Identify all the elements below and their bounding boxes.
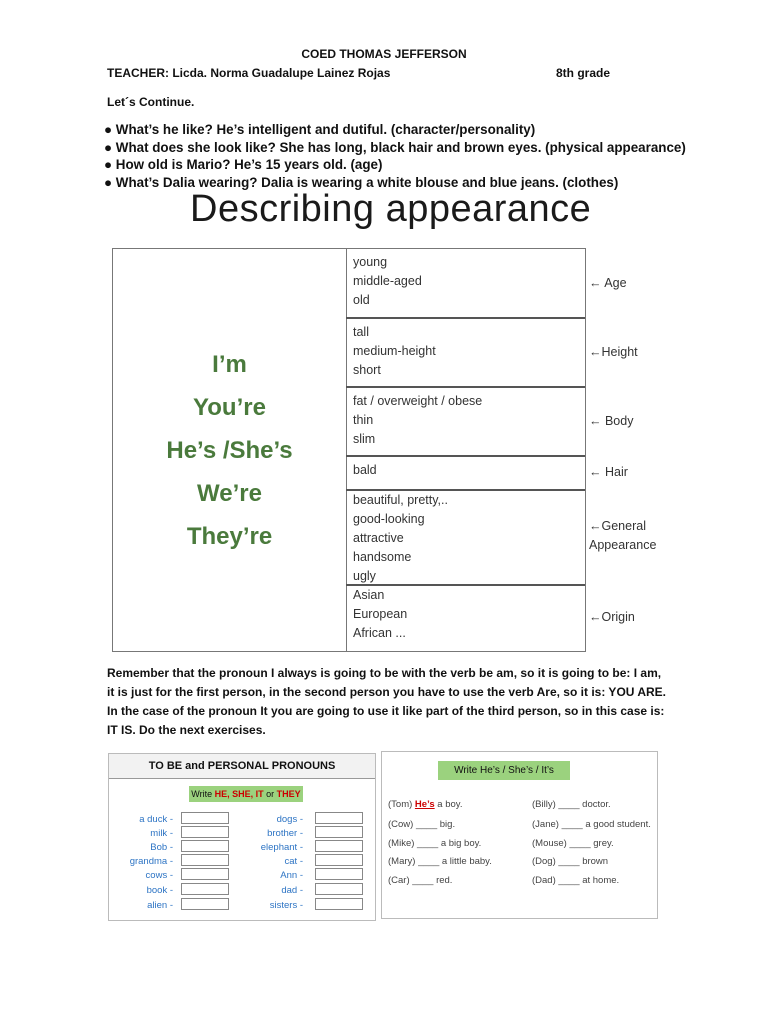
category-general: ←General Appearance (589, 519, 657, 552)
word: middle-aged (353, 274, 422, 288)
answer-box[interactable] (315, 840, 363, 852)
exercise-item: Ann - (280, 870, 303, 881)
grade-label: 8th grade (556, 66, 611, 80)
pronoun: I’m (212, 350, 247, 378)
exercise-instruction: Write HE, SHE, IT or THEY (189, 786, 303, 802)
exercise-item: cows - (145, 870, 173, 881)
word: bald (353, 463, 377, 477)
answer-box[interactable] (181, 812, 229, 824)
word: ugly (353, 569, 376, 583)
pronoun: We’re (197, 479, 262, 507)
word: slim (353, 432, 376, 446)
height-cell (346, 319, 585, 388)
answer-box[interactable] (315, 868, 363, 880)
exercise-item: brother - (267, 828, 303, 839)
exercise-item: alien - (147, 900, 173, 911)
word: medium-height (353, 344, 436, 358)
exercise-item: cat - (284, 856, 303, 867)
word: tall (353, 325, 369, 339)
exercise-header: TO BE and PERSONAL PRONOUNS (109, 754, 375, 779)
exercise-item: sisters - (269, 900, 303, 911)
pronoun-column (113, 249, 347, 651)
word: old (353, 293, 370, 307)
word: Asian (353, 588, 385, 602)
exercise-item: book - (146, 885, 173, 896)
pronoun: They’re (186, 522, 273, 550)
sentence: (Billy) ____ doctor. (532, 799, 611, 810)
sentence: (Car) ____ red. (388, 875, 453, 886)
answer-box[interactable] (181, 826, 229, 838)
sentence: (Cow) ____ big. (388, 819, 456, 830)
word: good-looking (353, 512, 425, 526)
word: short (353, 363, 381, 377)
age-cell (346, 249, 585, 319)
word: thin (353, 413, 374, 427)
word: handsome (353, 550, 412, 564)
category-body: ← Body (589, 414, 634, 428)
answer-box[interactable] (315, 854, 363, 866)
pronoun: He’s /She’s (166, 436, 293, 464)
bullet-item: ● What does she look like? She has long, black hair and brown eyes. (physical appearance) (104, 139, 686, 155)
exercise-item: dad - (281, 885, 303, 896)
hair-cell (346, 457, 585, 491)
word: European (353, 607, 408, 621)
exercise-hes-shes-its (381, 751, 658, 919)
exercise-instruction: Write He’s / She’s / It’s (438, 761, 570, 780)
exercise-item: grandma - (129, 856, 173, 867)
answer-box[interactable] (315, 883, 363, 895)
exercise-item: a duck - (139, 814, 173, 825)
answer-box[interactable] (315, 898, 363, 910)
bullet-item: ● What’s Dalia wearing? Dalia is wearing a white blouse and blue jeans. (clothes) (104, 174, 619, 190)
grammar-explanation: Remember that the pronoun I always is going to be with the verb be am, so it is going to be: I am, it is just for the first person, in the second person you have to use the verb Are, so it is: YOU ARE. In the case of the pronoun It you are going to use it like part of the third person, so in this case is: IT IS. Do the next exercises. (107, 666, 666, 737)
bullet-item: ● What’s he like? He’s intelligent and dutiful. (character/personality) (104, 122, 536, 137)
sentence: (Mike) ____ a big boy. (388, 838, 482, 849)
origin-cell (346, 586, 585, 652)
sentence: (Mouse) ____ grey. (532, 838, 614, 849)
answer-box[interactable] (181, 868, 229, 880)
bullet-item: ● How old is Mario? He’s 15 years old. (age) (104, 157, 383, 172)
sentence: (Tom) He’s a boy. (388, 799, 463, 810)
school-name: COED THOMAS JEFFERSON (301, 47, 467, 61)
answer-box[interactable] (181, 898, 229, 910)
word: attractive (353, 531, 404, 545)
intro-text: Let´s Continue. (107, 95, 195, 109)
appearance-table (112, 248, 586, 652)
answer-box[interactable] (315, 812, 363, 824)
answer-box[interactable] (315, 826, 363, 838)
answer-box[interactable] (181, 840, 229, 852)
exercise-item: dogs - (276, 814, 303, 825)
answer-box[interactable] (181, 854, 229, 866)
example-questions (104, 121, 686, 191)
general-appearance-cell (346, 491, 585, 586)
word: African ... (353, 626, 406, 640)
answer-box[interactable] (181, 883, 229, 895)
category-height: ←Height (589, 345, 638, 359)
sentence: (Dog) ____ brown (532, 856, 609, 867)
exercise-item: elephant - (260, 842, 303, 853)
sentence: (Mary) ____ a little baby. (388, 856, 492, 867)
teacher-name: TEACHER: Licda. Norma Guadalupe Lainez Rojas (107, 66, 391, 80)
sentence: (Jane) ____ a good student. (532, 819, 651, 830)
pronoun: You’re (193, 393, 266, 421)
category-hair: ← Hair (589, 465, 628, 479)
exercise-item: milk - (150, 828, 173, 839)
exercise-item: Bob - (150, 842, 173, 853)
exercise-pronouns (108, 753, 376, 921)
word: beautiful, pretty,.. (353, 493, 448, 507)
category-age: ← Age (589, 276, 627, 290)
section-title: Describing appearance (190, 188, 592, 230)
category-origin: ←Origin (589, 610, 635, 624)
word: fat / overweight / obese (353, 394, 483, 408)
sentence: (Dad) ____ at home. (532, 875, 620, 886)
body-cell (346, 388, 585, 457)
word: young (353, 255, 388, 269)
